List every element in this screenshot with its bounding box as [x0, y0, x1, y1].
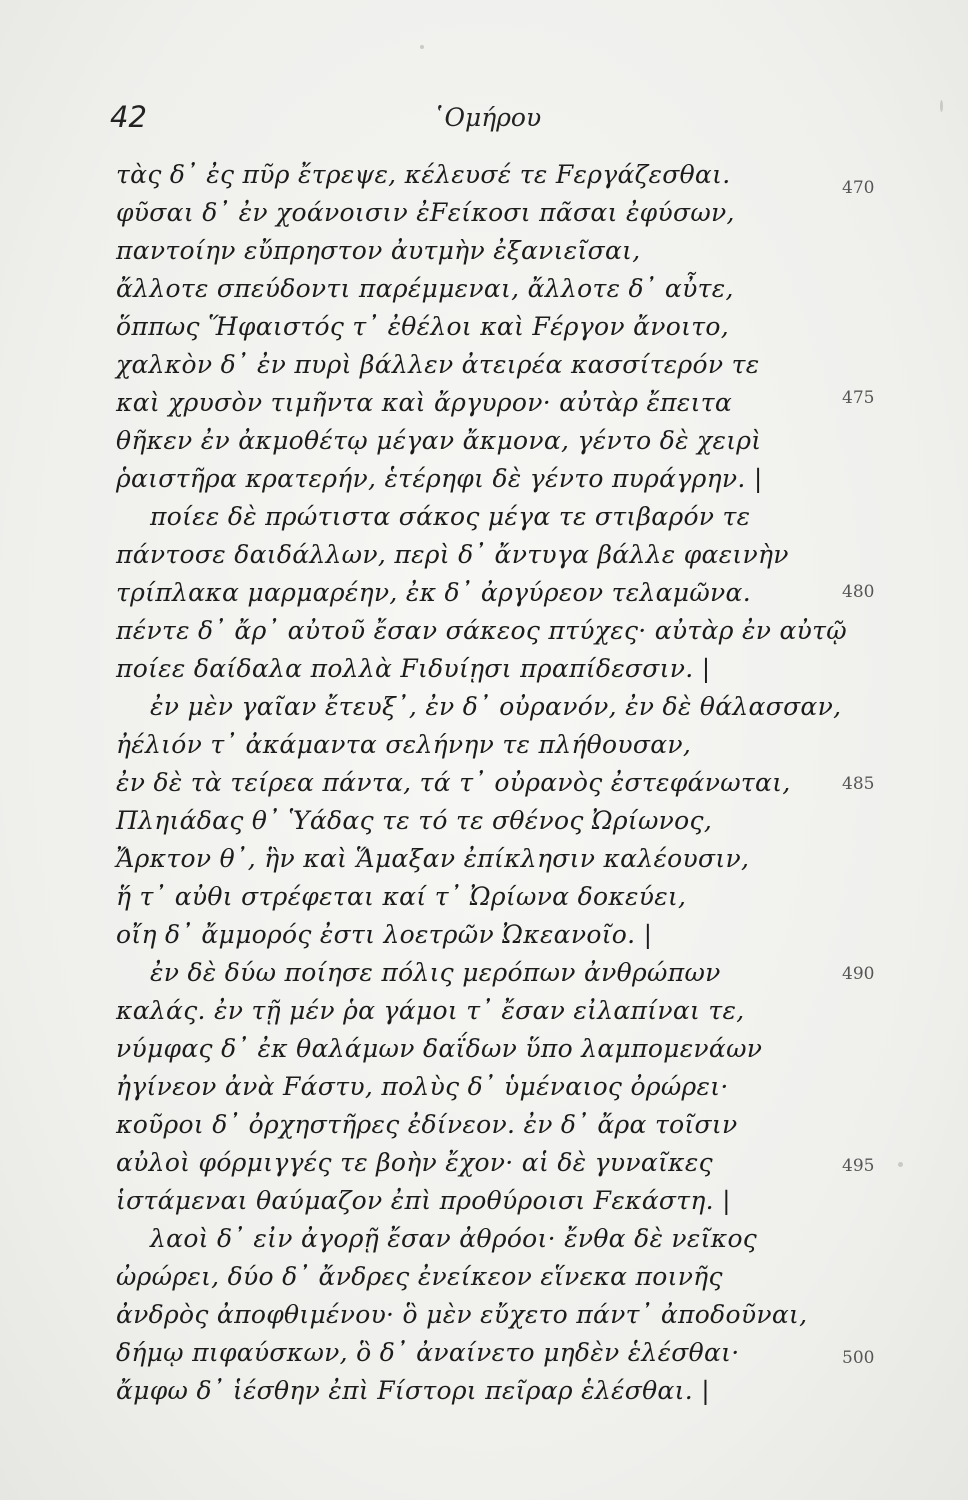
- line-number: 470: [842, 178, 875, 198]
- verse-line: Πληιάδας θ᾽ Ὑάδας τε τό τε σθένος Ὠρίωνος,: [116, 806, 713, 835]
- page-number: 42: [110, 100, 147, 134]
- verse-line: ἀνδρὸς ἀποφθιμένου· ὃ μὲν εὔχετο πάντ᾽ ἀποδοῦναι,: [116, 1300, 808, 1329]
- verse-line: καλάς. ἐν τῇ μέν ῥα γάμοι τ᾽ ἔσαν εἰλαπίναι τε,: [116, 996, 745, 1025]
- verse-line: τρίπλακα μαρμαρέην, ἐκ δ᾽ ἀργύρεον τελαμῶνα.: [116, 578, 751, 607]
- verse-line: ἐν δὲ δύω ποίησε πόλις μερόπων ἀνθρώπων: [150, 958, 721, 987]
- line-number: 490: [842, 964, 875, 984]
- verse-line: ποίεε δὲ πρώτιστα σάκος μέγα τε στιβαρόν τε: [150, 502, 751, 531]
- verse-line: πάντοσε δαιδάλλων, περὶ δ᾽ ἄντυγα βάλλε φαεινὴν: [116, 540, 789, 569]
- verse-line: νύμφας δ᾽ ἐκ θαλάμων δαΐδων ὕπο λαμπομενάων: [116, 1034, 763, 1063]
- verse-line: ἱστάμεναι θαύμαζον ἐπὶ προθύροισι Fεκάστη. |: [116, 1186, 731, 1215]
- running-head: ῾Ομήρου: [432, 103, 542, 132]
- verse-line: ποίεε δαίδαλα πολλὰ Fιδυίῃσι πραπίδεσσιν. |: [116, 654, 711, 683]
- verse-line: λαοὶ δ᾽ εἰν ἀγορῇ ἔσαν ἀθρόοι· ἔνθα δὲ νεῖκος: [150, 1224, 758, 1253]
- line-number: 500: [842, 1348, 875, 1368]
- verse-line: Ἄρκτον θ᾽, ἣν καὶ Ἅμαξαν ἐπίκλησιν καλέουσιν,: [116, 844, 750, 873]
- verse-line: ἐν μὲν γαῖαν ἔτευξ᾽, ἐν δ᾽ οὐρανόν, ἐν δὲ θάλασσαν,: [150, 692, 842, 721]
- verse-line: ἄλλοτε σπεύδοντι παρέμμεναι, ἄλλοτε δ᾽ αὖτε,: [116, 274, 734, 303]
- verse-line: ἠγίνεον ἀνὰ Fάστυ, πολὺς δ᾽ ὑμέναιος ὀρώρει·: [116, 1072, 729, 1101]
- verse-line: ἄμφω δ᾽ ἱέσθην ἐπὶ Fίστορι πεῖραρ ἑλέσθαι. |: [116, 1376, 710, 1405]
- verse-line: οἴη δ᾽ ἄμμορός ἐστι λοετρῶν Ὠκεανοῖο. |: [116, 920, 653, 949]
- verse-line: καὶ χρυσὸν τιμῆντα καὶ ἄργυρον· αὐτὰρ ἔπειτα: [116, 388, 733, 417]
- verse-line: χαλκὸν δ᾽ ἐν πυρὶ βάλλεν ἀτειρέα κασσίτερόν τε: [116, 350, 760, 379]
- verse-line: θῆκεν ἐν ἀκμοθέτῳ μέγαν ἄκμονα, γέντο δὲ χειρὶ: [116, 426, 762, 455]
- line-number: 480: [842, 582, 875, 602]
- verse-line: ἐν δὲ τὰ τείρεα πάντα, τά τ᾽ οὐρανὸς ἐστεφάνωται,: [116, 768, 791, 797]
- paper-speck: [898, 1162, 903, 1167]
- verse-line: ἥ τ᾽ αὐθι στρέφεται καί τ᾽ Ὠρίωνα δοκεύει,: [116, 882, 687, 911]
- verse-line: ὅππως Ἥφαιστός τ᾽ ἐθέλοι καὶ Fέργον ἄνοιτο,: [116, 312, 729, 341]
- verse-line: ῥαιστῆρα κρατερήν, ἑτέρηφι δὲ γέντο πυράγρην. |: [116, 464, 763, 493]
- verse-line: δήμῳ πιφαύσκων, ὃ δ᾽ ἀναίνετο μηδὲν ἑλέσθαι·: [116, 1338, 740, 1367]
- verse-line: τὰς δ᾽ ἐς πῦρ ἔτρεψε, κέλευσέ τε Fεργάζεσθαι.: [116, 160, 731, 189]
- verse-line: φῦσαι δ᾽ ἐν χοάνοισιν ἐFείκοσι πᾶσαι ἐφύσων,: [116, 198, 735, 227]
- line-number: 475: [842, 388, 875, 408]
- paper-speck: [420, 45, 424, 49]
- verse-line: αὐλοὶ φόρμιγγές τε βοὴν ἔχον· αἱ δὲ γυναῖκες: [116, 1148, 713, 1177]
- paper-speck: [940, 100, 943, 112]
- verse-line: παντοίην εὔπρηστον ἀυτμὴν ἐξανιεῖσαι,: [116, 236, 641, 265]
- line-number: 495: [842, 1156, 875, 1176]
- verse-line: πέντε δ᾽ ἄρ᾽ αὐτοῦ ἔσαν σάκεος πτύχες· αὐτὰρ ἐν αὐτῷ: [116, 616, 847, 645]
- verse-line: κοῦροι δ᾽ ὀρχηστῆρες ἐδίνεον. ἐν δ᾽ ἄρα τοῖσιν: [116, 1110, 738, 1139]
- line-number: 485: [842, 774, 875, 794]
- verse-line: ὠρώρει, δύο δ᾽ ἄνδρες ἐνείκεον εἵνεκα ποινῆς: [116, 1262, 723, 1291]
- verse-line: ἠέλιόν τ᾽ ἀκάμαντα σελήνην τε πλήθουσαν,: [116, 730, 692, 759]
